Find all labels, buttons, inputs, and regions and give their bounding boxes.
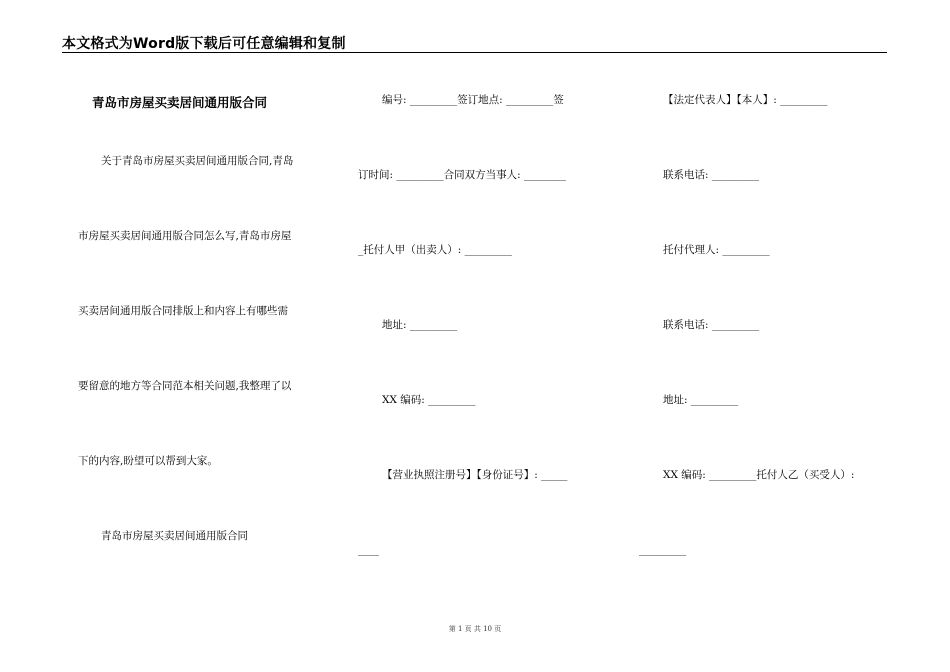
license-id-line: 【营业执照注册号】【身份证号】: _____: [382, 469, 568, 481]
intro-line-3: 买卖居间通用版合同排版上和内容上有哪些需: [78, 305, 288, 317]
license-id-blank-line: ____: [358, 544, 379, 556]
party-a-address-line: 地址: _________: [382, 319, 458, 331]
intro-line-2: 市房屋买卖居间通用版合同怎么写,青岛市房屋: [78, 230, 292, 242]
legal-rep-line: 【法定代表人】【本人】: _________: [663, 94, 828, 106]
phone-line-2: 联系电话: _________: [663, 319, 760, 331]
intro-line-1: 关于青岛市房屋买卖居间通用版合同,青岛: [101, 155, 294, 167]
address-line: 地址: _________: [663, 394, 739, 406]
document-title: 青岛市房屋买卖居间通用版合同: [92, 95, 268, 110]
header-divider: [62, 52, 887, 53]
agent-line: 托付代理人: _________: [663, 244, 770, 256]
party-b-line: XX 编码: _________托付人乙（买受人）:: [663, 469, 855, 481]
contract-subtitle: 青岛市房屋买卖居间通用版合同: [101, 530, 248, 542]
party-b-blank-line: _________: [639, 544, 687, 556]
party-a-line: _托付人甲（出卖人）: _________: [358, 244, 512, 256]
intro-line-5: 下的内容,盼望可以帮到大家。: [78, 455, 218, 467]
party-a-postcode-line: XX 编码: _________: [382, 394, 476, 406]
intro-line-4: 要留意的地方等合同范本相关问题,我整理了以: [78, 380, 292, 392]
signing-time-line: 订时间: _________合同双方当事人: ________: [358, 169, 567, 181]
phone-line-1: 联系电话: _________: [663, 169, 760, 181]
page-number: 第 1 页 共 10 页: [448, 625, 502, 633]
download-banner: 本文格式为Word版下载后可任意编辑和复制: [62, 36, 346, 52]
contract-number-line: 编号: _________签订地点: _________签: [382, 94, 564, 106]
